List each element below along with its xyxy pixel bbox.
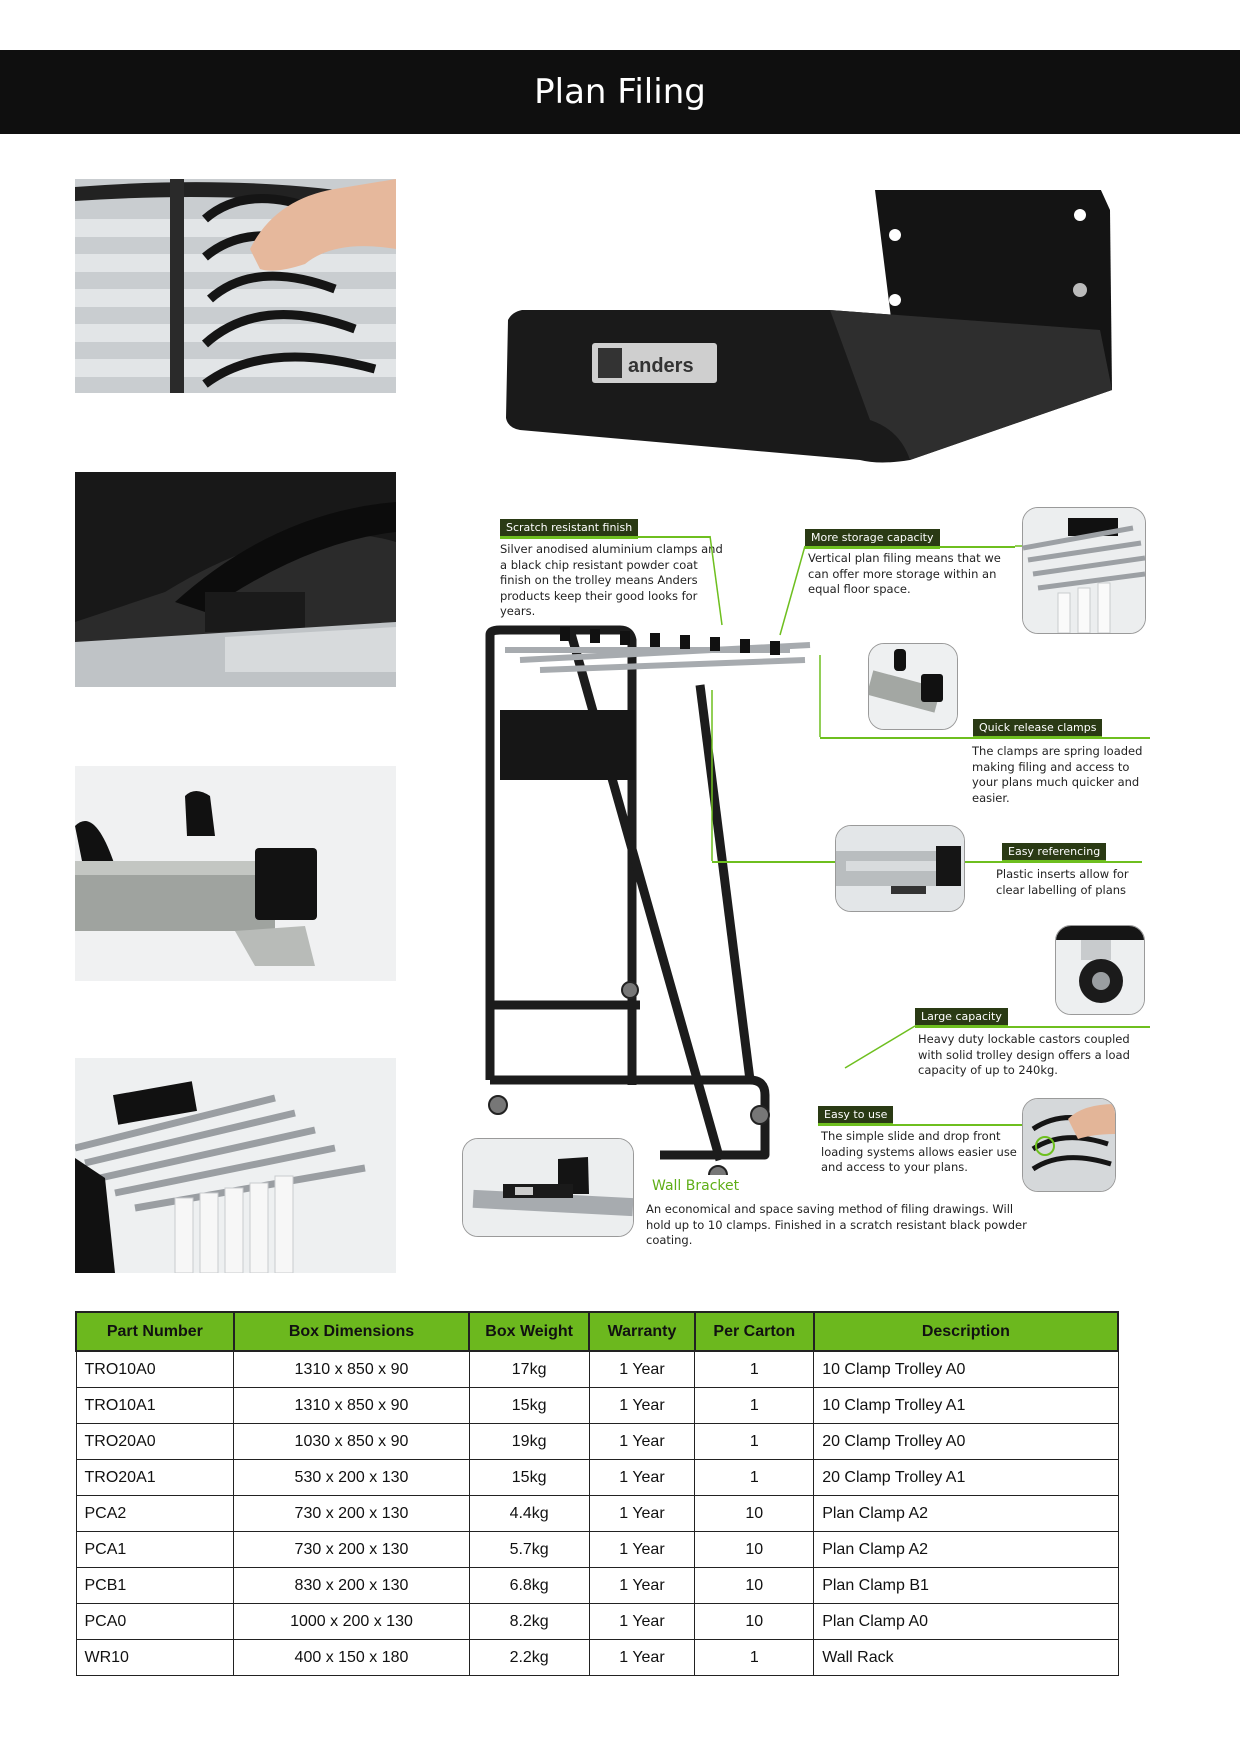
table-row [76,1460,1118,1496]
cell-box-weight: 5.7kg [469,1532,589,1568]
table-row [76,1532,1118,1568]
cell-box-dimensions: 1310 x 850 x 90 [234,1388,470,1424]
cell-box-weight: 8.2kg [469,1604,589,1640]
callout-tag-storage: More storage capacity [805,529,940,549]
cell-description: Plan Clamp A2 [814,1496,1118,1532]
cell-box-weight: 19kg [469,1424,589,1460]
callout-tag-wall: Wall Bracket [652,1178,740,1194]
cell-box-dimensions: 530 x 200 x 130 [234,1460,470,1496]
cell-part-number: TRO20A0 [76,1424,234,1460]
callout-tag-easy: Easy to use [818,1106,893,1126]
cell-box-weight: 15kg [469,1388,589,1424]
cell-part-number: TRO20A1 [76,1460,234,1496]
cell-part-number: TRO10A1 [76,1388,234,1424]
cell-box-dimensions: 1030 x 850 x 90 [234,1424,470,1460]
cell-part-number: PCA2 [76,1496,234,1532]
cell-warranty: 1 Year [589,1568,695,1604]
header-description: Description [814,1312,1118,1351]
cell-warranty: 1 Year [589,1460,695,1496]
cell-warranty: 1 Year [589,1640,695,1676]
cell-per-carton: 10 [695,1496,814,1532]
callout-text-wall: An economical and space saving method of filing drawings. Will hold up to 10 clamps. Finished in a scratch resistant black powder coating. [646,1202,1027,1247]
logo-text: anders [628,355,694,377]
header-per-carton: Per Carton [695,1312,814,1351]
table-row [76,1604,1118,1640]
cell-warranty: 1 Year [589,1496,695,1532]
cell-per-carton: 1 [695,1388,814,1424]
cell-box-dimensions: 730 x 200 x 130 [234,1532,470,1568]
cell-per-carton: 1 [695,1424,814,1460]
cell-description: Plan Clamp A2 [814,1532,1118,1568]
cell-box-weight: 17kg [469,1351,589,1388]
cell-box-dimensions: 830 x 200 x 130 [234,1568,470,1604]
cell-box-weight: 4.4kg [469,1496,589,1532]
header-part-number: Part Number [76,1312,234,1351]
cell-per-carton: 1 [695,1640,814,1676]
inset-easy-referencing [835,825,965,912]
cell-description: 20 Clamp Trolley A0 [814,1424,1118,1460]
cell-per-carton: 10 [695,1604,814,1640]
cell-warranty: 1 Year [589,1424,695,1460]
inset-loaded-clamps [1022,507,1146,634]
cell-description: 10 Clamp Trolley A0 [814,1351,1118,1388]
cell-description: 10 Clamp Trolley A1 [814,1388,1118,1424]
table-row [76,1640,1118,1676]
header-box-weight: Box Weight [469,1312,589,1351]
cell-warranty: 1 Year [589,1388,695,1424]
cell-box-dimensions: 1000 x 200 x 130 [234,1604,470,1640]
cell-per-carton: 1 [695,1460,814,1496]
callout-text-capacity: Heavy duty lockable castors coupled with solid trolley design offers a load capacity of up to 240kg. [918,1032,1130,1077]
spec-table [75,1311,1119,1676]
cell-description: 20 Clamp Trolley A1 [814,1460,1118,1496]
page-title: Plan Filing [534,72,706,112]
cell-warranty: 1 Year [589,1532,695,1568]
cell-box-weight: 6.8kg [469,1568,589,1604]
inset-castor [1055,925,1145,1015]
header-warranty: Warranty [589,1312,695,1351]
table-row [76,1351,1118,1388]
table-row [76,1388,1118,1424]
cell-part-number: PCA1 [76,1532,234,1568]
callout-text-quick: The clamps are spring loaded making filing and access to your plans much quicker and easier. [972,744,1143,805]
callout-text-referencing: Plastic inserts allow for clear labelling of plans [996,867,1129,897]
callout-tag-referencing: Easy referencing [1002,843,1106,863]
callout-tag-quick: Quick release clamps [973,719,1102,739]
cell-description: Plan Clamp A0 [814,1604,1118,1640]
cell-box-dimensions: 400 x 150 x 180 [234,1640,470,1676]
header-box-dimensions: Box Dimensions [234,1312,470,1351]
cell-per-carton: 1 [695,1351,814,1388]
cell-per-carton: 10 [695,1568,814,1604]
cell-warranty: 1 Year [589,1351,695,1388]
cell-box-dimensions: 1310 x 850 x 90 [234,1351,470,1388]
callout-text-storage: Vertical plan filing means that we can offer more storage within an equal floor space. [808,551,1001,596]
cell-part-number: WR10 [76,1640,234,1676]
cell-per-carton: 10 [695,1532,814,1568]
table-row [76,1496,1118,1532]
cell-box-weight: 2.2kg [469,1640,589,1676]
inset-wall-bracket [462,1138,634,1237]
cell-description: Plan Clamp B1 [814,1568,1118,1604]
callout-text-scratch: Silver anodised aluminium clamps and a black chip resistant powder coat finish on the trolley means Anders products keep their good looks for years. [500,542,723,618]
cell-part-number: PCB1 [76,1568,234,1604]
cell-box-weight: 15kg [469,1460,589,1496]
table-header-row [76,1312,1118,1351]
cell-description: Wall Rack [814,1640,1118,1676]
inset-quick-release [868,643,958,730]
table-row [76,1568,1118,1604]
cell-part-number: TRO10A0 [76,1351,234,1388]
callout-tag-capacity: Large capacity [915,1008,1008,1028]
callout-tag-scratch: Scratch resistant finish [500,519,638,539]
cell-warranty: 1 Year [589,1604,695,1640]
callout-text-easy: The simple slide and drop front loading systems allows easier use and access to your plans. [821,1129,1017,1174]
table-row [76,1424,1118,1460]
cell-box-dimensions: 730 x 200 x 130 [234,1496,470,1532]
cell-part-number: PCA0 [76,1604,234,1640]
inset-easy-to-use [1022,1098,1116,1192]
